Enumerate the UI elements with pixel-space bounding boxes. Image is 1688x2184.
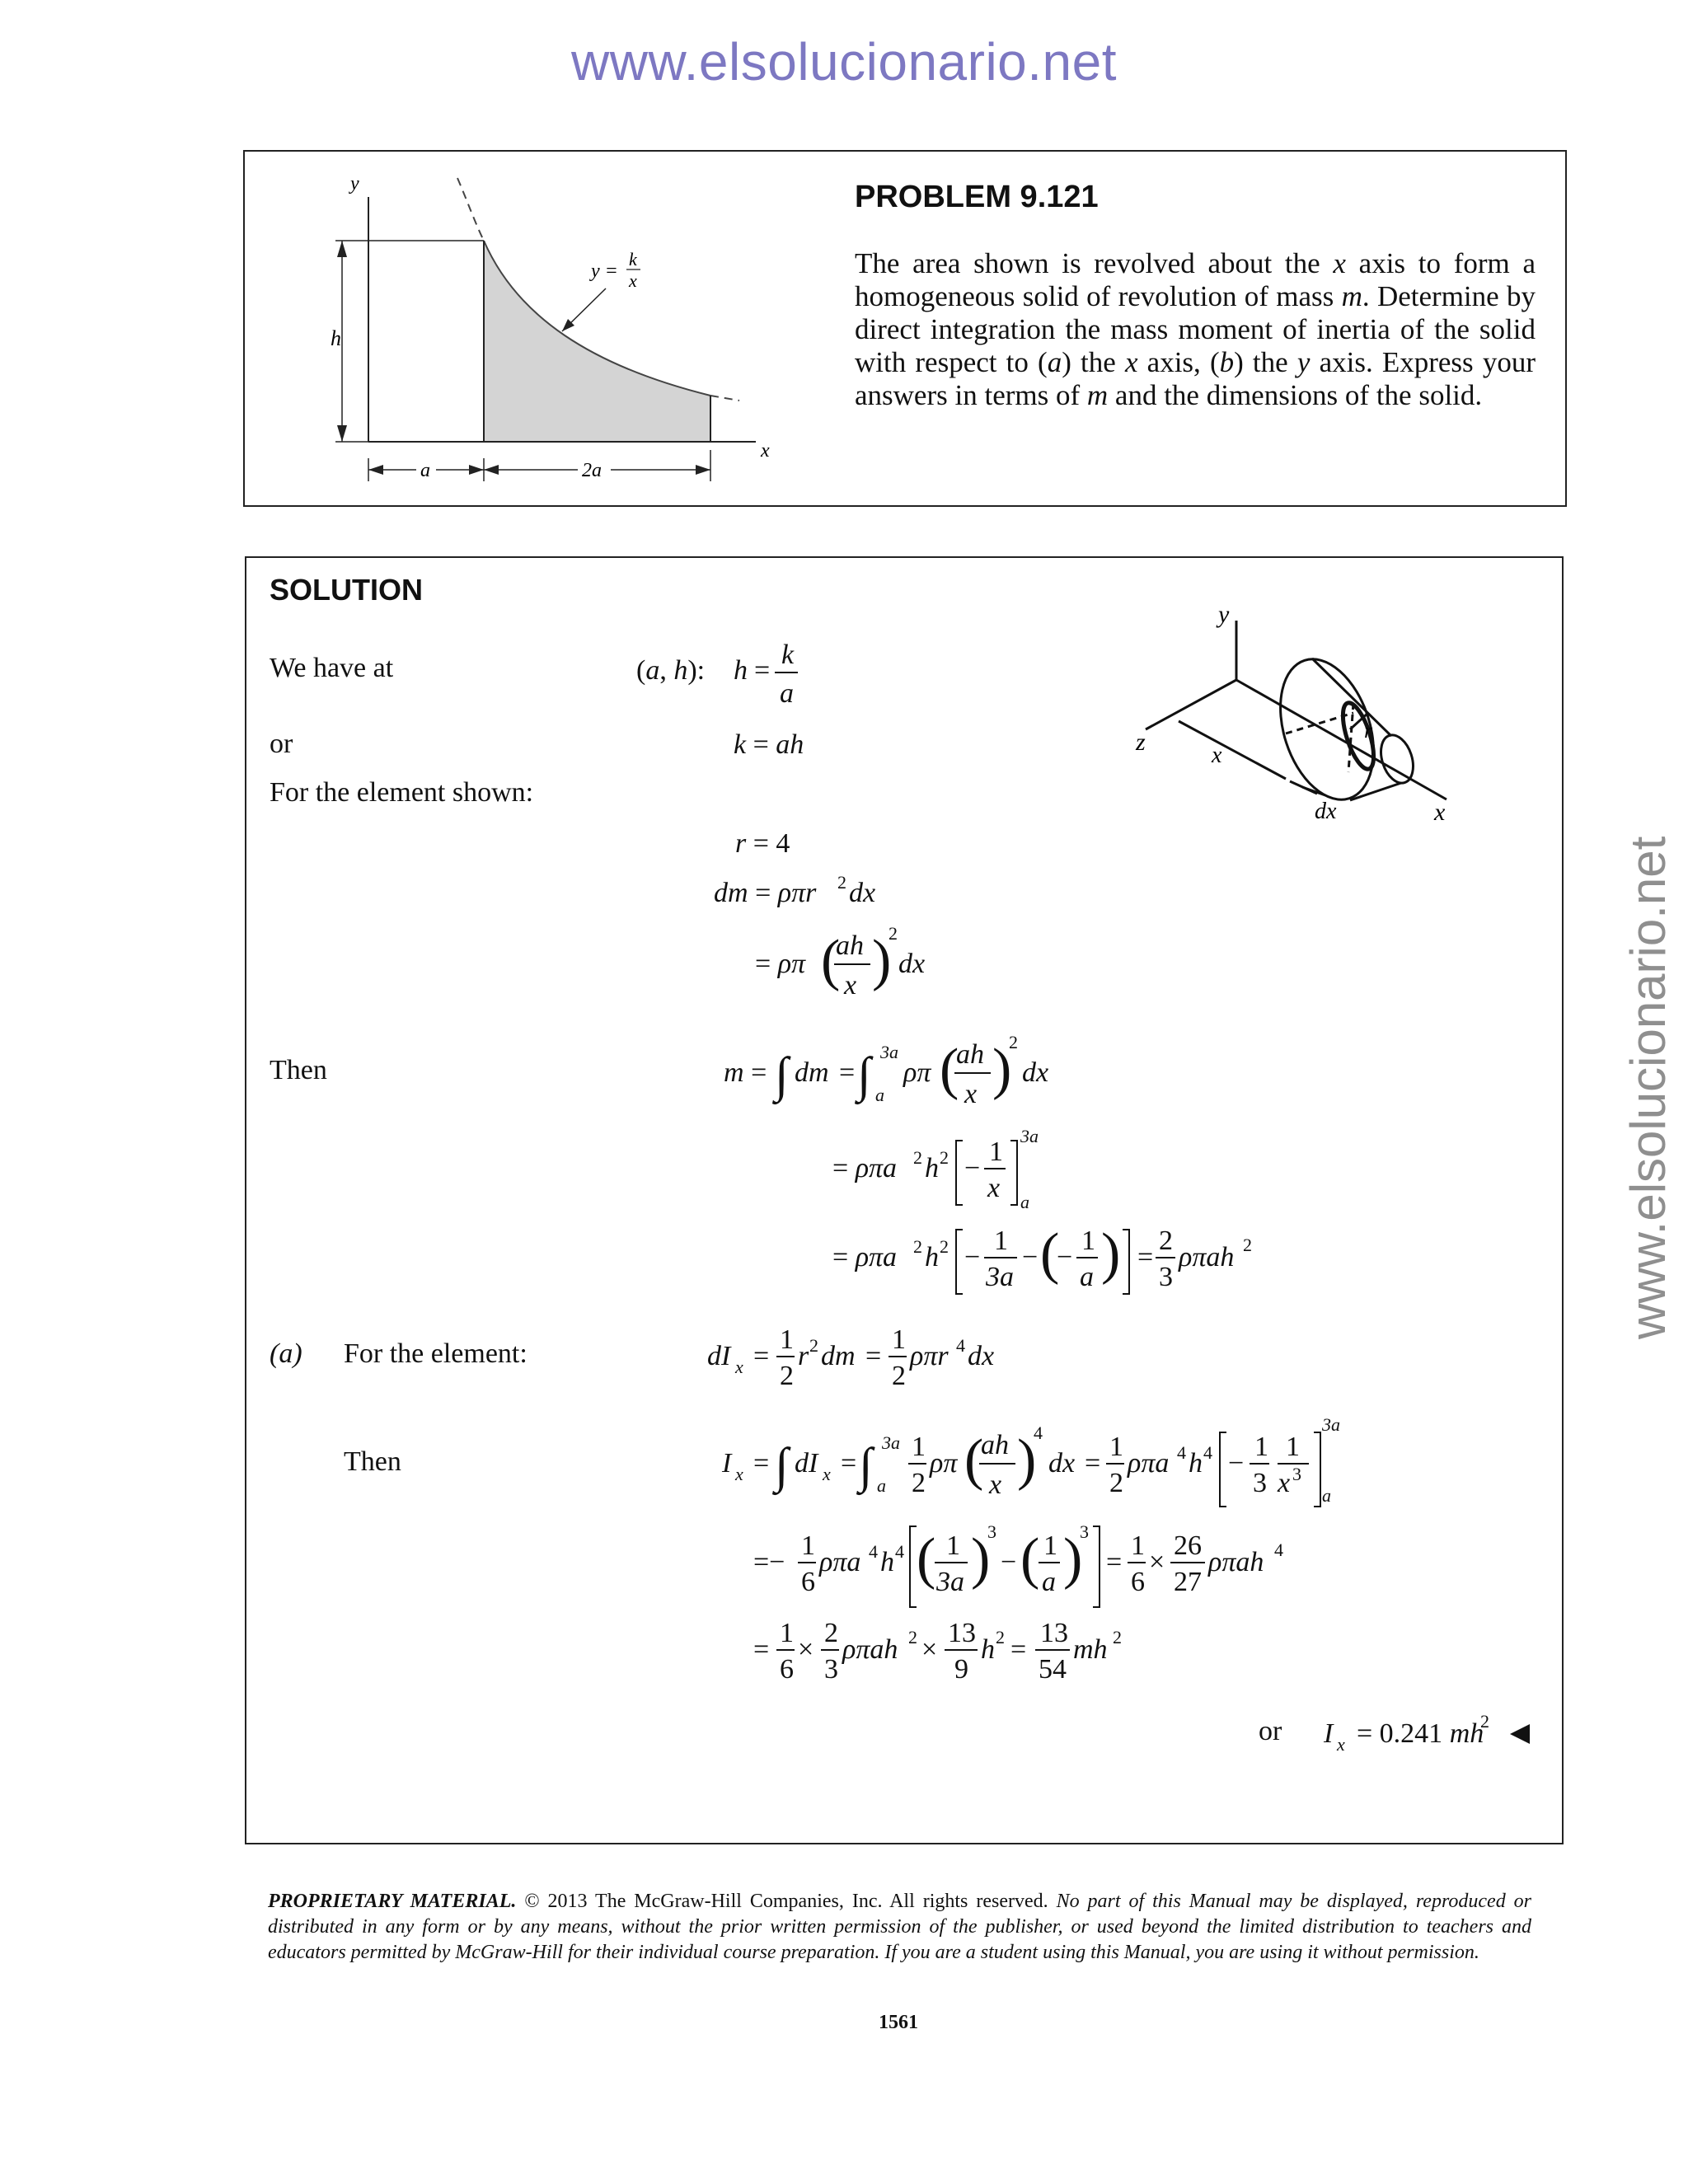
svg-text:13: 13 <box>948 1618 976 1648</box>
label-for-element-shown: For the element shown: <box>270 777 534 808</box>
eq-m3: = ρπa <box>832 1242 898 1272</box>
svg-text:x: x <box>1337 1734 1345 1755</box>
svg-text:2: 2 <box>940 1236 949 1257</box>
svg-text:1: 1 <box>1131 1530 1145 1561</box>
svg-text:3: 3 <box>1080 1521 1089 1542</box>
svg-text:ρπah: ρπah <box>1179 1242 1235 1272</box>
page-number: 1561 <box>879 2012 918 2033</box>
svg-text:2: 2 <box>1480 1711 1489 1732</box>
svg-text:a: a <box>1042 1567 1056 1597</box>
svg-text:2: 2 <box>996 1627 1005 1647</box>
svg-text:=: = <box>839 1057 856 1088</box>
svg-text:−: − <box>1022 1242 1039 1272</box>
svg-text:3: 3 <box>824 1654 838 1685</box>
svg-text:x: x <box>735 1464 743 1484</box>
svg-text:∫: ∫ <box>857 1047 871 1102</box>
svg-text:ρπ: ρπ <box>930 1448 958 1479</box>
label-or-final: or <box>1259 1716 1282 1746</box>
svg-text:dx: dx <box>849 878 876 908</box>
svg-text:−: − <box>964 1153 981 1183</box>
svg-text:k: k <box>781 640 795 670</box>
svg-text:dx: dx <box>1022 1057 1049 1088</box>
svg-text:×: × <box>1149 1547 1165 1577</box>
eq-Ix2: =− <box>753 1547 785 1577</box>
svg-text:∫: ∫ <box>859 1438 873 1493</box>
sketch-x-axis-label: x <box>1434 799 1446 826</box>
label-then: Then <box>270 1055 327 1085</box>
svg-text:(: ( <box>917 1527 936 1591</box>
svg-text:2: 2 <box>908 1627 917 1647</box>
svg-text:6: 6 <box>1131 1567 1145 1597</box>
sketch-y-label: y <box>1218 601 1230 628</box>
label-then-2: Then <box>344 1446 401 1477</box>
svg-text:1: 1 <box>780 1324 794 1355</box>
svg-text:ah: ah <box>956 1039 984 1070</box>
eq-final: I <box>1324 1718 1334 1749</box>
2a-dim-label: 2a <box>582 460 602 481</box>
svg-text:1: 1 <box>780 1618 794 1648</box>
svg-text:3: 3 <box>987 1521 996 1542</box>
svg-text:4: 4 <box>956 1335 965 1356</box>
svg-text:(: ( <box>821 929 841 992</box>
svg-text:x: x <box>989 1469 1002 1500</box>
svg-text:): ) <box>1101 1222 1121 1286</box>
svg-text:=: = <box>754 655 771 686</box>
sketch-z-label: z <box>1136 729 1146 756</box>
svg-text:×: × <box>798 1634 814 1665</box>
x-axis-label: x <box>761 440 770 462</box>
eq-dm: dm = ρπr <box>714 878 817 908</box>
eq-m2: = ρπa <box>832 1153 898 1183</box>
svg-text:1: 1 <box>801 1530 815 1561</box>
svg-text:−: − <box>1057 1242 1073 1272</box>
curve-label-k: k <box>629 249 637 269</box>
svg-text:= 0.241 mh: = 0.241 mh <box>1357 1718 1484 1749</box>
footer-notice: PROPRIETARY MATERIAL. © 2013 The McGraw-Hill Companies, Inc. All rights reserved. No part of this Manual may be displayed, reproduced or distributed in any form or by any means, without the prior written permission of the publisher, or used beyond the limited distribution to teachers and educators permitted by McGraw-Hill for their individual course preparation. If you are a student using this Manual, you are using it without permission. <box>268 1891 1531 1963</box>
svg-text:1: 1 <box>892 1324 906 1355</box>
svg-text:): ) <box>872 929 892 992</box>
curve-label-y: y = <box>591 260 618 282</box>
svg-text:3a: 3a <box>986 1262 1014 1292</box>
svg-text:x: x <box>964 1079 978 1109</box>
svg-text:(: ( <box>1040 1222 1060 1286</box>
svg-text:−: − <box>1001 1547 1017 1577</box>
svg-text:=: = <box>1010 1634 1027 1665</box>
svg-text:=: = <box>753 1341 770 1371</box>
svg-text:1: 1 <box>1081 1226 1095 1256</box>
svg-text:2: 2 <box>889 923 898 944</box>
eq-dm2: = ρπ <box>755 949 806 979</box>
svg-text:ρπah: ρπah <box>842 1634 898 1665</box>
svg-text:−: − <box>1228 1448 1245 1479</box>
svg-text:h: h <box>981 1634 995 1665</box>
svg-text:ρπah: ρπah <box>1208 1547 1264 1577</box>
svg-text:3: 3 <box>1159 1262 1173 1292</box>
svg-text:r: r <box>798 1341 809 1371</box>
svg-text:ρπr: ρπr <box>910 1341 949 1371</box>
svg-text:h: h <box>925 1242 939 1272</box>
svg-text:(: ( <box>940 1038 959 1101</box>
svg-text:dm: dm <box>821 1341 856 1371</box>
svg-text:a: a <box>877 1475 886 1496</box>
svg-text:1: 1 <box>1286 1432 1300 1462</box>
eq-r: r = 4 <box>735 828 790 859</box>
svg-text:3a: 3a <box>1322 1414 1340 1435</box>
svg-text:2: 2 <box>913 1147 922 1168</box>
svg-text:a: a <box>1322 1485 1331 1506</box>
svg-text:4: 4 <box>1177 1442 1186 1463</box>
svg-text:9: 9 <box>954 1654 968 1685</box>
eq-Ix3: = <box>753 1634 770 1665</box>
svg-text:(: ( <box>964 1428 984 1492</box>
svg-text:): ) <box>971 1527 991 1591</box>
svg-text:2: 2 <box>1159 1226 1173 1256</box>
problem-text: The area shown is revolved about the x axis to form a homogeneous solid of revolution of mass m. Determine by direct integration the mass moment of inertia of the solid with respect to (a) the x axis, (b) the y axis. Express your answers in terms of m and the dimensions of the solid. <box>855 247 1536 411</box>
svg-text:=: = <box>841 1448 857 1479</box>
svg-text:2: 2 <box>780 1361 794 1391</box>
svg-text:x: x <box>1278 1468 1291 1498</box>
svg-text:13: 13 <box>1040 1618 1068 1648</box>
svg-text:3a: 3a <box>882 1432 900 1453</box>
svg-text:ah: ah <box>981 1430 1009 1460</box>
y-axis-label: y <box>350 173 359 194</box>
label-we-have-at: We have at <box>270 653 394 683</box>
svg-text:h: h <box>925 1153 939 1183</box>
svg-text:1: 1 <box>1109 1432 1123 1462</box>
svg-text:h: h <box>734 655 748 686</box>
sketch-r-label: r <box>1364 719 1373 743</box>
svg-text:6: 6 <box>801 1567 815 1597</box>
label-for-the-element: For the element: <box>344 1338 528 1369</box>
svg-text:2: 2 <box>809 1335 818 1356</box>
label-or: or <box>270 729 293 759</box>
svg-text:−: − <box>964 1242 981 1272</box>
svg-text:3a: 3a <box>880 1042 898 1062</box>
eq-k: k = ah <box>734 729 804 760</box>
svg-text:1: 1 <box>1043 1530 1057 1561</box>
curve-label-x: x <box>629 270 637 291</box>
svg-text:4: 4 <box>1274 1540 1283 1560</box>
label-part-a: (a) <box>270 1338 302 1369</box>
svg-text:2: 2 <box>940 1147 949 1168</box>
svg-text:∫: ∫ <box>775 1047 789 1102</box>
svg-text:2: 2 <box>913 1236 922 1257</box>
svg-text:1: 1 <box>946 1530 960 1561</box>
svg-text:1: 1 <box>912 1432 926 1462</box>
svg-text:54: 54 <box>1039 1654 1067 1685</box>
svg-text:=: = <box>753 1448 770 1479</box>
svg-text:=: = <box>865 1341 882 1371</box>
svg-text:a: a <box>1080 1262 1094 1292</box>
svg-text:2: 2 <box>892 1361 906 1391</box>
svg-text:): ) <box>1063 1527 1083 1591</box>
svg-text:a: a <box>1020 1192 1029 1212</box>
svg-text:dI: dI <box>795 1448 818 1479</box>
answer-marker-icon <box>1510 1724 1530 1744</box>
svg-text:4: 4 <box>895 1541 904 1562</box>
eq-dIx: dI <box>707 1341 731 1371</box>
svg-text:h: h <box>1189 1448 1203 1479</box>
svg-text:a: a <box>780 678 794 709</box>
svg-text:mh: mh <box>1073 1634 1108 1665</box>
svg-text:dm: dm <box>795 1057 829 1088</box>
svg-text:∫: ∫ <box>775 1438 789 1493</box>
watermark-top: www.elsolucionario.net <box>571 32 1117 91</box>
svg-text:=: = <box>1137 1242 1154 1272</box>
svg-text:=: = <box>1106 1547 1123 1577</box>
svg-text:3: 3 <box>1253 1468 1267 1498</box>
svg-text:1: 1 <box>994 1226 1008 1256</box>
eq-Ix: I <box>722 1448 732 1479</box>
solution-title: SOLUTION <box>270 573 423 607</box>
svg-text:3a: 3a <box>936 1567 964 1597</box>
svg-text:2: 2 <box>837 872 846 893</box>
svg-text:dx: dx <box>968 1341 995 1371</box>
svg-text:×: × <box>921 1634 938 1665</box>
h-label: h <box>331 326 341 350</box>
svg-text:ρπa: ρπa <box>1128 1448 1170 1479</box>
problem-title: PROBLEM 9.121 <box>855 180 1099 214</box>
svg-text:ρπ: ρπ <box>903 1057 931 1088</box>
svg-text:): ) <box>1017 1428 1037 1492</box>
svg-text:6: 6 <box>780 1654 794 1685</box>
svg-text:dx: dx <box>1048 1448 1076 1479</box>
svg-text:27: 27 <box>1174 1567 1202 1597</box>
svg-text:ρπa: ρπa <box>819 1547 861 1577</box>
svg-text:2: 2 <box>824 1618 838 1648</box>
svg-text:2: 2 <box>1113 1627 1122 1647</box>
svg-text:4: 4 <box>869 1541 878 1562</box>
sketch-x-dist-label: x <box>1212 743 1222 768</box>
svg-text:2: 2 <box>1243 1235 1252 1255</box>
svg-text:2: 2 <box>912 1468 926 1498</box>
svg-text:): ) <box>992 1038 1012 1101</box>
eq-point: (a, h): <box>636 655 706 686</box>
svg-text:x: x <box>735 1357 743 1377</box>
svg-text:x: x <box>823 1464 831 1484</box>
sketch-dx-label: dx <box>1315 799 1337 824</box>
svg-text:x: x <box>987 1173 1001 1203</box>
svg-text:26: 26 <box>1174 1530 1202 1561</box>
svg-text:4: 4 <box>1203 1442 1212 1463</box>
svg-text:x: x <box>844 970 857 1001</box>
svg-text:dx: dx <box>898 949 926 979</box>
svg-text:1: 1 <box>1254 1432 1268 1462</box>
svg-text:2: 2 <box>1109 1468 1123 1498</box>
eq-m: m = <box>724 1057 767 1088</box>
svg-text:a: a <box>875 1085 884 1105</box>
svg-text:2: 2 <box>1009 1032 1018 1052</box>
svg-text:4: 4 <box>1034 1422 1043 1443</box>
svg-text:3a: 3a <box>1020 1126 1039 1146</box>
svg-text:h: h <box>880 1547 894 1577</box>
svg-text:3: 3 <box>1292 1464 1301 1484</box>
a-dim-label: a <box>420 460 430 481</box>
svg-text:(: ( <box>1020 1527 1040 1591</box>
svg-text:1: 1 <box>989 1137 1003 1167</box>
watermark-side: www.elsolucionario.net <box>1620 836 1676 1339</box>
svg-text:=: = <box>1085 1448 1101 1479</box>
svg-text:ah: ah <box>836 930 864 961</box>
